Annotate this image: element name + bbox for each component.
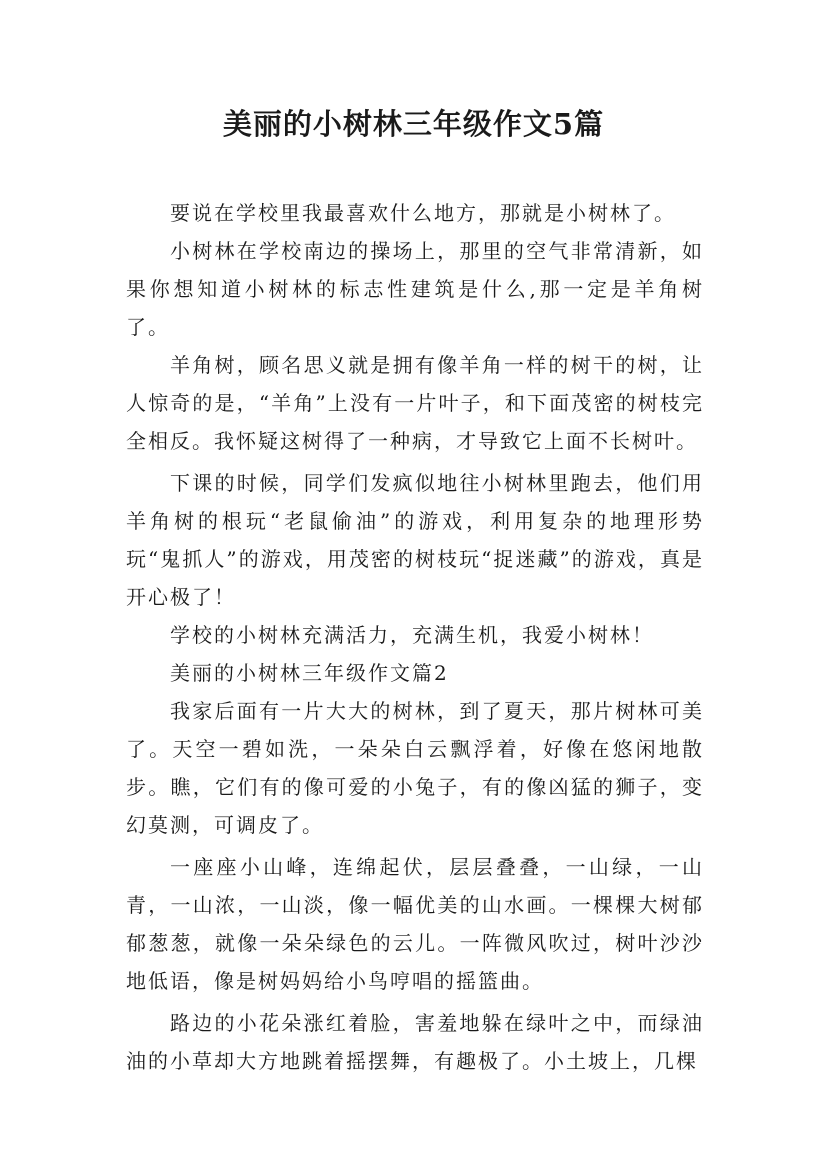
paragraph: 我家后面有一片大大的树林，到了夏天，那片树林可美了。天空一碧如洗，一朵朵白云飘浮着，好像在悠闲地散步。瞧，它们有的像可爱的小兔子，有的像凶猛的狮子，变幻莫测，可调皮了。 bbox=[126, 699, 704, 837]
paragraph: 要说在学校里我最喜欢什么地方，那就是小树林了。 bbox=[170, 201, 676, 225]
paragraph: 下课的时候，同学们发疯似地往小树林里跑去，他们用羊角树的根玩“老鼠偷油”的游戏，利用复杂的地理形势玩“鬼抓人”的游戏，用茂密的树枝玩“捉迷藏”的游戏，真是开心极了！ bbox=[126, 471, 704, 609]
paragraph: 羊角树，顾名思义就是拥有像羊角一样的树干的树，让人惊奇的是，“羊角”上没有一片叶子，和下面茂密的树枝完全相反。我怀疑这树得了一种病，才导致它上面不长树叶。 bbox=[126, 353, 704, 453]
paragraph: 小树林在学校南边的操场上，那里的空气非常清新，如果你想知道小树林的标志性建筑是什么,那一定是羊角树了。 bbox=[126, 239, 704, 339]
document-body bbox=[126, 194, 704, 1080]
document-title: 美丽的小树林三年级作文5篇 bbox=[222, 107, 605, 141]
paragraph: 学校的小树林充满活力，充满生机，我爱小树林！ bbox=[170, 623, 654, 647]
paragraph: 路边的小花朵涨红着脸，害羞地躲在绿叶之中，而绿油油的小草却大方地跳着摇摆舞，有趣极了。小土坡上，几棵 bbox=[126, 1011, 704, 1073]
section-heading: 美丽的小树林三年级作文篇2 bbox=[170, 661, 449, 685]
paragraph: 一座座小山峰，连绵起伏，层层叠叠，一山绿，一山青，一山浓，一山淡，像一幅优美的山水画。一棵棵大树郁郁葱葱，就像一朵朵绿色的云儿。一阵微风吹过，树叶沙沙地低语，像是树妈妈给小鸟哼唱的摇篮曲。 bbox=[126, 855, 704, 993]
